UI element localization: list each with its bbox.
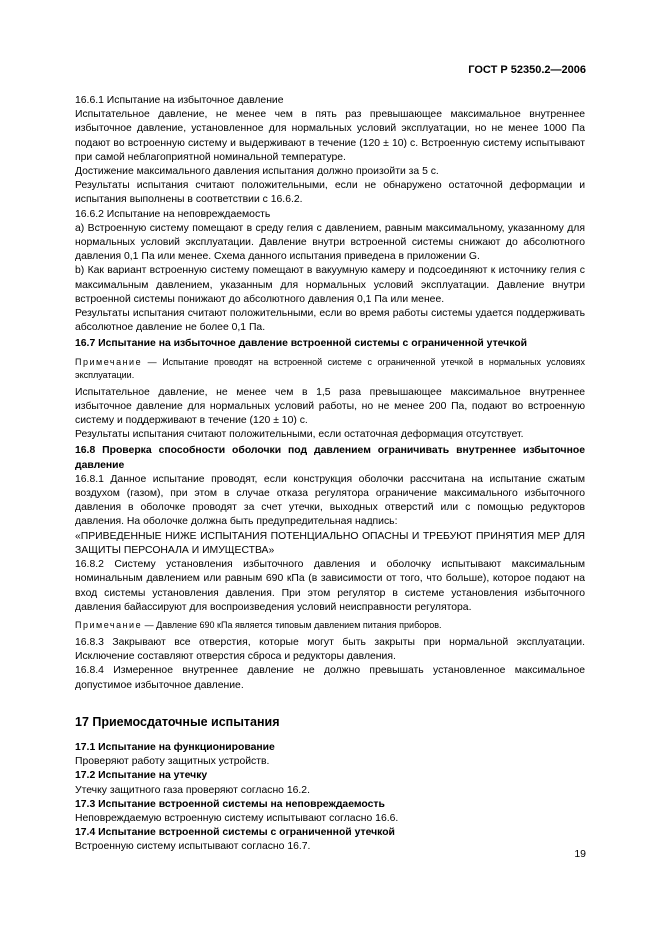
paragraph: 16.8.3 Закрывают все отверстия, которые могут быть закрыты при нормальной эксплуатации. Исключение составляют отверстия сброса и редукторы давления. <box>75 636 585 663</box>
paragraph: b) Как вариант встроенную систему помещают в вакуумную камеру и подсоединяют к источнику гелия с максимальным давлением, указанным для нормальных условий эксплуатации. Давление внутри встроенной системы понижают до абсолютного давления 0,1 Па или менее. <box>75 265 585 305</box>
subsection-heading-17-3: 17.3 Испытание встроенной системы на неповреждаемость <box>75 798 385 810</box>
subsection-heading-17-4: 17.4 Испытание встроенной системы с ограниченной утечкой <box>75 827 395 839</box>
note-text: — Испытание проводят на встроенной системе с ограниченной утечкой в нормальных условиях эксплуатации. <box>75 356 585 380</box>
paragraph: Испытательное давление, не менее чем в пять раз превышающее максимальное внутреннее избыточное давление, установленное для нормальных условий эксплуатации, но не менее 1000 Па подают во встроенную систему и выдерживают в течение (120 ± 10) с. Встроенную систему испытывают при самой неблагоприятной номинальной температуре. <box>75 109 585 163</box>
section-heading-16-7: 16.7 Испытание на избыточное давление встроенной системы с ограниченной утечкой <box>75 338 528 350</box>
subsection-heading-16-6-1: 16.6.1 Испытание на избыточное давление <box>75 95 284 106</box>
note <box>75 619 585 632</box>
paragraph: 16.8.2 Систему установления избыточного давления и оболочку испытывают максимальным номинальным давлением или равным 690 кПа (в зависимости от того, что больше), которое подают на вход системы установления давления. При этом регулятор в системе установления избыточного давления байассируют для воспроизведения условий неисправности регулятора. <box>75 559 585 613</box>
document-id: ГОСТ Р 52350.2—2006 <box>468 64 586 76</box>
note-label: Примечание <box>75 356 143 367</box>
section-heading-16-8: 16.8 Проверка способности оболочки под давлением ограничивать внутреннее избыточное давление <box>75 445 585 471</box>
paragraph: 16.8.4 Измеренное внутреннее давление не должно превышать установленное максимальное допустимое избыточное давление. <box>75 665 585 691</box>
paragraph: Результаты испытания считают положительными, если остаточная деформация отсутствует. <box>75 429 524 441</box>
note <box>75 356 585 382</box>
page-number: 19 <box>574 848 586 860</box>
paragraph: Встроенную систему испытывают согласно 16.7. <box>75 841 311 853</box>
note-label: Примечание <box>75 619 143 630</box>
paragraph: а) Встроенную систему помещают в среду гелия с давлением, равным максимальному, указанному для нормальных условий эксплуатации. Давление внутри встроенной системы снижают до абсолютного давления 0,1 Па или менее. Схема данного испытания приведена в приложении G. <box>75 222 585 263</box>
subsection-heading-16-6-2: 16.6.2 Испытание на неповреждаемость <box>75 208 271 220</box>
paragraph: 16.8.1 Данное испытание проводят, если конструкция оболочки рассчитана на испытание сжатым воздухом (газом), при этом в случае отказа регулятора ограничение максимального избыточного давления в оболочке проводят за счет утечки, выходных отверстий или с помощью редукторов давления. На оболочке должна быть предупредительная надпись: <box>75 473 585 528</box>
page-content <box>75 94 585 855</box>
subsection-heading-17-1: 17.1 Испытание на функционирование <box>75 741 275 753</box>
warning-text: «ПРИВЕДЕННЫЕ НИЖЕ ИСПЫТАНИЯ ПОТЕНЦИАЛЬНО ОПАСНЫ И ТРЕБУЮТ ПРИНЯТИЯ МЕР ДЛЯ ЗАЩИТЫ ПЕРСОНАЛА И ИМУЩЕСТВА» <box>75 530 585 556</box>
subsection-heading-17-2: 17.2 Испытание на утечку <box>75 770 208 782</box>
paragraph: Результаты испытания считают положительными, если во время работы системы удается поддерживать абсолютное давление не более 0,1 Па. <box>75 308 585 334</box>
paragraph: Достижение максимального давления испытания должно произойти за 5 с. <box>75 166 439 178</box>
paragraph: Результаты испытания считают положительными, если не обнаружено остаточной деформации и испытания выполнены в соответствии с 16.6.2. <box>75 180 585 206</box>
paragraph: Проверяют работу защитных устройств. <box>75 756 270 768</box>
note-text: — Давление 690 кПа является типовым давлением питания приборов. <box>142 619 442 630</box>
paragraph: Неповреждаемую встроенную систему испытывают согласно 16.6. <box>75 812 399 824</box>
paragraph: Испытательное давление, не менее чем в 1,5 раза превышающее максимальное внутреннее избыточное давление для нормальных условий работы, но не менее 200 Па, подают во встроенную систему и поддерживают в течение (120 ± 10) с. <box>75 386 585 427</box>
paragraph: Утечку защитного газа проверяют согласно 16.2. <box>75 784 310 796</box>
section-title-17: 17 Приемосдаточные испытания <box>75 714 280 729</box>
